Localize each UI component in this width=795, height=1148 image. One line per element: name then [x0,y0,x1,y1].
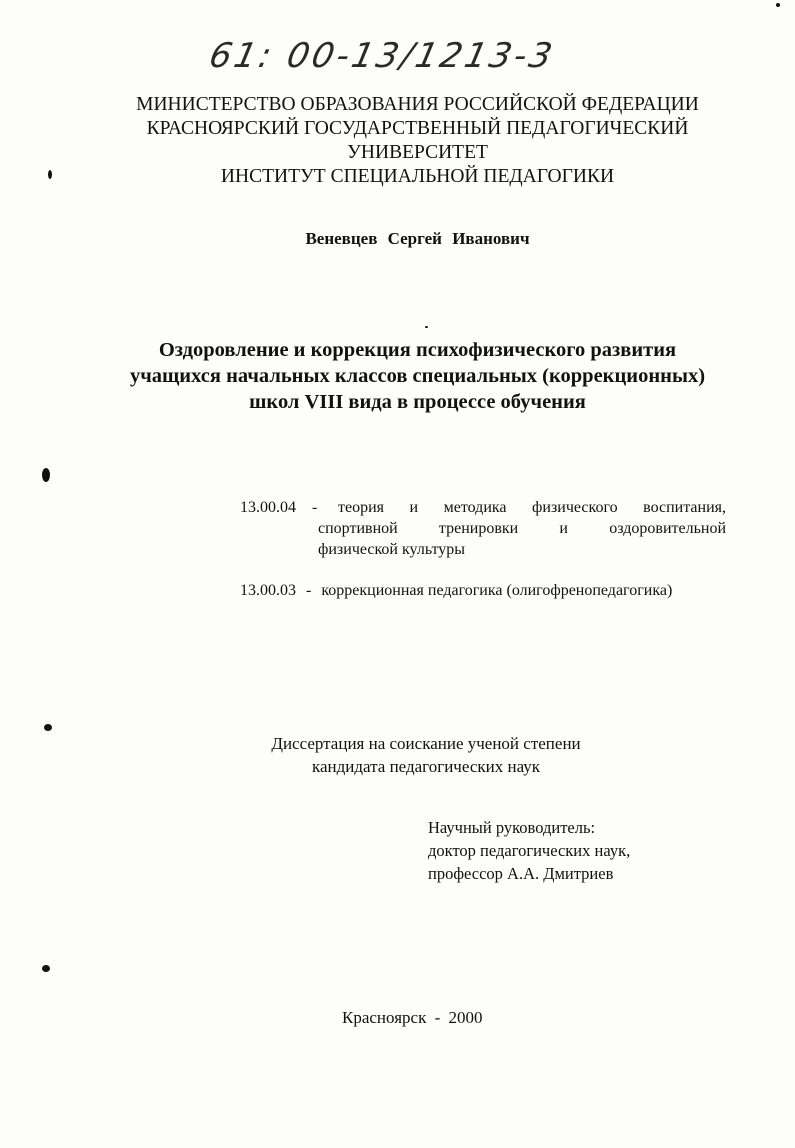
specialty-1-line-2: спортивной тренировки и оздоровительной [318,520,726,537]
specialty-2-dash: - [306,582,312,599]
degree-line-2: кандидата педагогических наук [311,757,541,776]
ministry-line-2: КРАСНОЯРСКИЙ ГОСУДАРСТВЕННЫЙ ПЕДАГОГИЧЕСКИЙ [146,118,689,139]
author-name: Веневцев Сергей Иванович [305,229,530,248]
ministry-line-1: МИНИСТЕРСТВО ОБРАЗОВАНИЯ РОССИЙСКОЙ ФЕДЕРАЦИИ [136,94,699,115]
ministry-header [0,93,795,189]
degree-line-1: Диссертация на соискание ученой степени [271,734,581,753]
scan-speck-4 [42,965,50,972]
specialty-1-dash: - [312,499,318,516]
scan-speck-3 [44,724,52,731]
degree-statement [0,732,795,778]
specialty-1-code: 13.00.04 [240,499,296,516]
specialty-2-text: коррекционная педагогика (олигофренопедагогика) [321,582,673,599]
advisor-line-3: профессор А.А. Дмитриев [428,864,614,883]
specialty-2-code: 13.00.03 [240,582,296,599]
ministry-line-3: УНИВЕРСИТЕТ [347,142,488,163]
specialty-1-line-1: теория и методика физического воспитания, [338,499,726,516]
scan-speck-1 [48,170,52,179]
scientific-advisor [428,816,630,885]
scan-speck-6 [776,3,780,7]
scan-speck-2 [42,468,50,482]
title-line-2: учащихся начальных классов специальных (коррекционных) [129,365,706,387]
specialty-2 [240,582,682,600]
archive-code-handwritten [206,36,559,76]
specialty-1-description [318,497,726,560]
archive-code-text: 61: 00-13/1213-3 [205,36,559,76]
dissertation-title [0,337,795,415]
title-line-1: Оздоровление и коррекция психофизического развития [158,339,677,361]
title-line-3: школ VIII вида в процессе обучения [249,391,586,413]
advisor-line-2: доктор педагогических наук, [428,841,631,860]
scan-speck-5 [425,326,428,328]
advisor-line-1: Научный руководитель: [428,818,596,837]
specialty-1-line-3: физической культуры [318,541,466,558]
city-year: Красноярск - 2000 [342,1008,483,1027]
ministry-line-4: ИНСТИТУТ СПЕЦИАЛЬНОЙ ПЕДАГОГИКИ [220,166,615,187]
